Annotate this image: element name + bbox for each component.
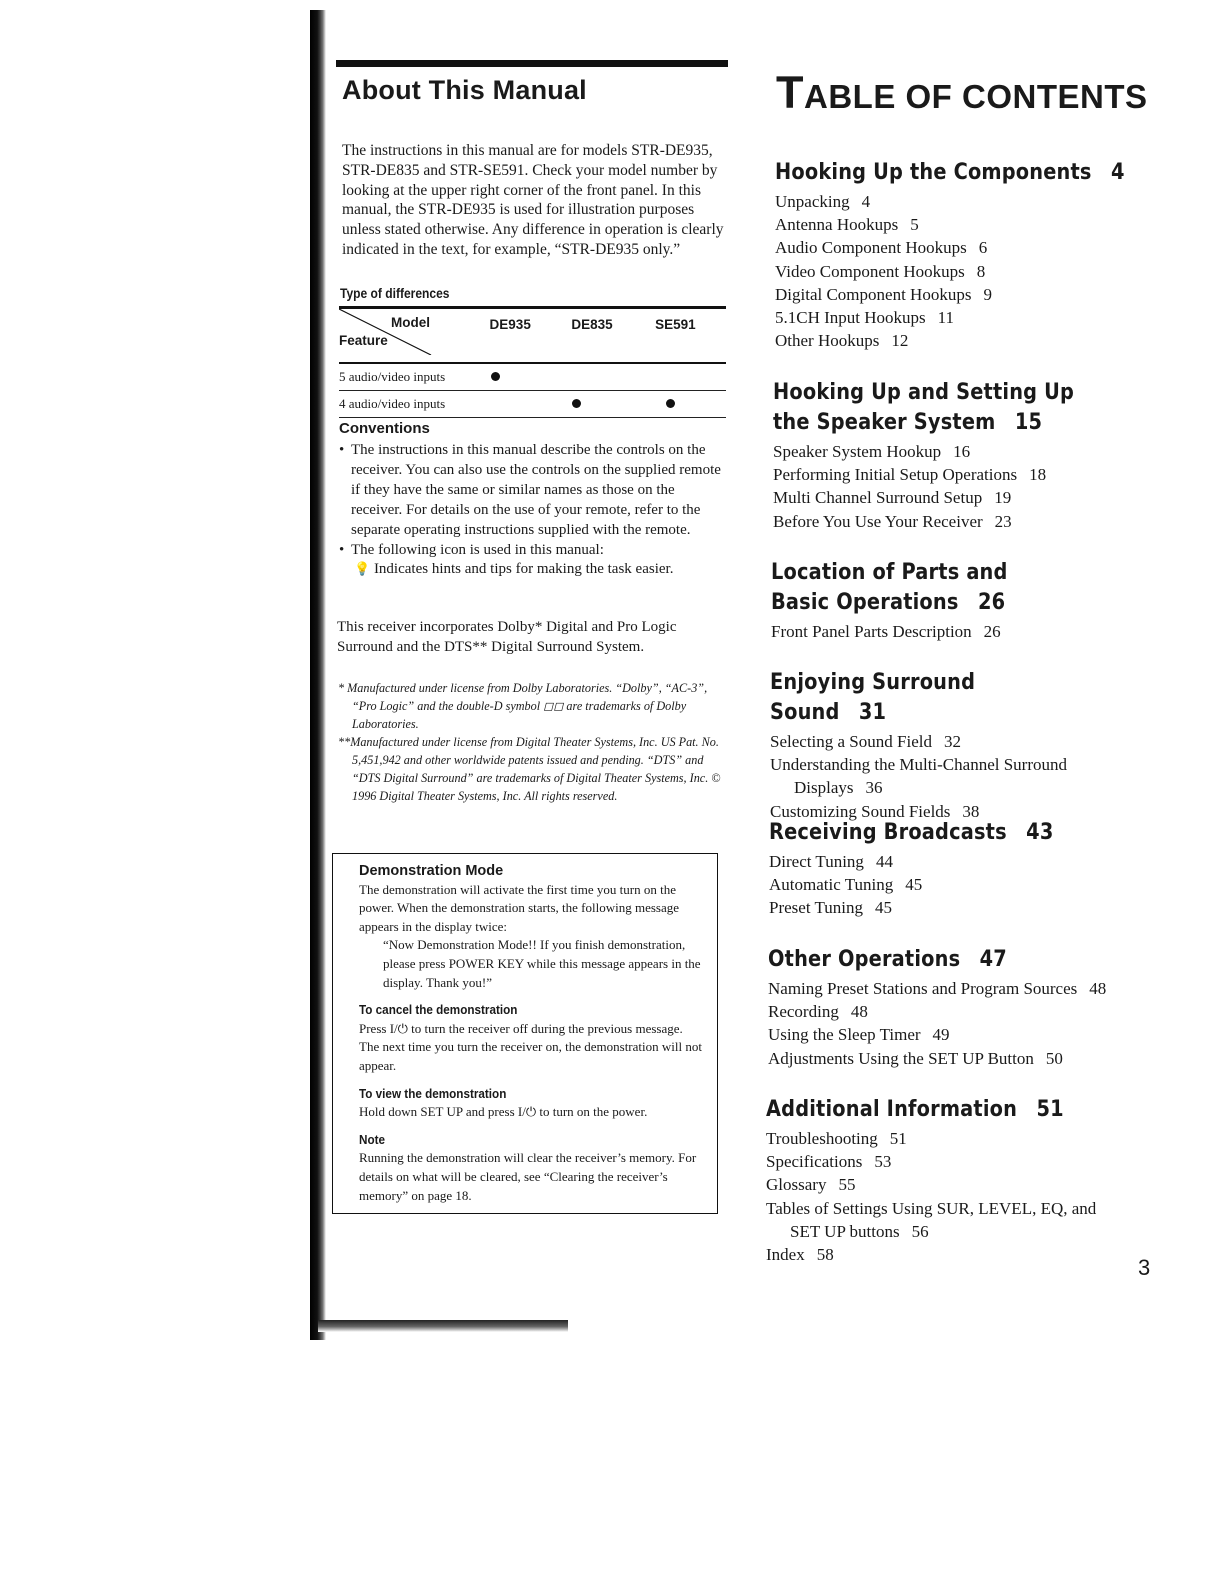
demo-view-title: To view the demonstration <box>359 1085 507 1101</box>
corner-model-label: Model <box>391 315 430 330</box>
demo-title: Demonstration Mode <box>359 863 504 879</box>
toc-entry[interactable]: Troubleshooting 51 <box>766 1129 907 1148</box>
toc-entry[interactable]: Index 58 <box>766 1245 834 1265</box>
toc-entry[interactable]: Video Component Hookups 8 <box>775 261 986 281</box>
toc-entry[interactable]: Front Panel Parts Description 26 <box>771 622 1001 641</box>
mark-cell <box>570 390 654 417</box>
toc-entry[interactable]: Recording 48 <box>768 1002 868 1022</box>
toc-entry[interactable]: Direct Tuning 44 <box>769 852 893 871</box>
mark-cell <box>489 363 571 390</box>
toc-entry[interactable]: Speaker System Hookup 16 <box>773 442 971 461</box>
about-header <box>336 60 728 106</box>
differences-table <box>339 306 726 418</box>
bullet-dot-icon <box>666 399 675 408</box>
toc-section <box>770 668 1120 823</box>
lightbulb-hint-icon: 💡 <box>354 562 371 578</box>
toc-section-title[interactable]: Additional Information 51 <box>766 1097 1064 1122</box>
toc-entry[interactable]: Before You Use Your Receiver 23 <box>773 511 1012 531</box>
toc-entry[interactable]: Adjustments Using the SET UP Button 50 <box>768 1048 1063 1068</box>
trademark-notes <box>338 679 726 805</box>
demo-note-title: Note <box>359 1131 386 1147</box>
toc-entry[interactable]: Preset Tuning 45 <box>769 898 892 918</box>
feature-cell: 4 audio/video inputs <box>339 395 446 411</box>
toc-section <box>771 558 1091 643</box>
column-header: DE935 <box>489 317 531 332</box>
toc-entry[interactable]: Selecting a Sound Field 32 <box>770 732 961 751</box>
toc-section-title[interactable]: Enjoying Surround Sound 31 <box>770 670 976 725</box>
footnote: * Manufactured under license from Dolby Laboratories. “Dolby”, “AC-3”, “Pro Logic” and the double-D symbol ◻◻ are trademarks of Dolby Laboratories. <box>338 681 708 731</box>
toc-entry[interactable]: Customizing Sound Fields 38 <box>770 801 980 821</box>
conventions-list <box>339 441 727 580</box>
demo-cancel-title: To cancel the demonstration <box>359 1002 518 1018</box>
toc-entry[interactable]: Audio Component Hookups 6 <box>775 238 988 258</box>
toc-entry[interactable]: Using the Sleep Timer 49 <box>768 1025 950 1045</box>
toc-entry[interactable]: Digital Component Hookups 9 <box>775 284 992 304</box>
table-corner-header <box>339 308 489 364</box>
column-header: DE835 <box>571 317 613 332</box>
toc-entry[interactable]: Naming Preset Stations and Program Sources 48 <box>768 979 1107 998</box>
dolby-statement: This receiver incorporates Dolby* Digital and Pro Logic Surround and the DTS** Digital Surround System. <box>337 619 677 655</box>
toc-section <box>775 158 1175 352</box>
list-item-text: The following icon is used in this manual: <box>351 541 604 558</box>
toc-section-title[interactable]: Other Operations 47 <box>768 947 1007 972</box>
toc-section-title[interactable]: Hooking Up and Setting Up the Speaker System 15 <box>773 380 1075 435</box>
toc-entry[interactable]: 5.1CH Input Hookups 11 <box>775 308 955 328</box>
demo-quote: “Now Demonstration Mode!! If you finish demonstration, please press POWER KEY while this message appears in the display. Thank you!” <box>383 937 701 990</box>
hint-text: Indicates hints and tips for making the task easier. <box>373 561 674 578</box>
toc-section <box>768 945 1178 1070</box>
toc-section-title[interactable]: Receiving Broadcasts 43 <box>769 820 1054 845</box>
toc-entry[interactable]: Unpacking 4 <box>775 192 871 211</box>
column-header: SE591 <box>655 317 696 332</box>
about-title: About This Manual <box>342 75 587 105</box>
footnote: **Manufactured under license from Digital Theater Systems, Inc. US Pat. No. 5,451,942 and other worldwide patents issued and pending. “DTS” and “DTS Digital Surround” are trademarks of Digital Theater Systems, Inc. © 1996 Digital Theater Systems, Inc. All rights reserved. <box>338 735 721 803</box>
mark-cell <box>654 390 726 417</box>
corner-feature-label: Feature <box>339 333 388 348</box>
mark-cell <box>489 390 571 417</box>
demo-note-text: Running the demonstration will clear the receiver’s memory. For details on what will be cleared, see “Clearing the receiver’s memory” on page 18. <box>359 1150 697 1203</box>
page-number: 3 <box>1138 1255 1151 1280</box>
toc-entry[interactable]: Performing Initial Setup Operations 18 <box>773 465 1047 485</box>
demo-view-text: Hold down SET UP and press I/⏻ to turn on the power. <box>359 1104 648 1120</box>
demo-intro: The demonstration will activate the first time you turn on the power. When the demonstration starts, the following message appears in the display twice: <box>359 881 679 934</box>
toc-entry[interactable]: Multi Channel Surround Setup 19 <box>773 488 1012 508</box>
conventions-title: Conventions <box>339 420 430 437</box>
toc-section-title[interactable]: Hooking Up the Components 4 <box>775 160 1125 185</box>
binding-shadow-bottom <box>318 1320 568 1332</box>
list-item <box>339 541 727 581</box>
mark-cell <box>570 363 654 390</box>
toc-entry[interactable]: Specifications 53 <box>766 1152 892 1172</box>
table-row <box>339 363 726 390</box>
toc-entry[interactable]: Glossary 55 <box>766 1175 856 1195</box>
toc-section <box>769 818 1169 920</box>
binding-shadow <box>310 10 326 1340</box>
bullet-dot-icon <box>572 399 581 408</box>
toc-entry[interactable]: Automatic Tuning 45 <box>769 875 923 895</box>
bullet-dot-icon <box>491 372 500 381</box>
toc-section <box>766 1095 1121 1266</box>
heading-rule <box>336 60 728 67</box>
toc-entry[interactable]: Antenna Hookups 5 <box>775 215 919 235</box>
toc-entry[interactable]: Tables of Settings Using SUR, LEVEL, EQ, and SET UP buttons 56 <box>766 1198 1097 1241</box>
demo-cancel-text: Press I/⏻ to turn the receiver off during the previous message. The next time you turn the receiver on, the demonstration will not appear. <box>359 1020 702 1073</box>
toc-title: TABLE OF CONTENTS <box>776 67 1148 118</box>
toc-section <box>773 378 1133 533</box>
list-item: • The instructions in this manual describe the controls on the receiver. You can also use the controls on the supplied remote if they have the same or similar names as those on the receiver. For details on the use of your remote, refer to the separate operating instructions supplied with the remote. <box>339 441 727 541</box>
demonstration-mode-box <box>332 853 718 1214</box>
toc-entry[interactable]: Other Hookups 12 <box>775 331 909 351</box>
differences-title: Type of differences <box>340 285 450 301</box>
about-intro: The instructions in this manual are for models STR-DE935, STR-DE835 and STR-SE591. Check your model number by looking at the upper right corner of the front panel. In this manual, the STR-DE935 is used for illustration purposes unless stated otherwise. Any difference in operation is clearly indicated in the text, for example, “STR-DE935 only.” <box>342 142 724 258</box>
toc-section-title[interactable]: Location of Parts and Basic Operations 26 <box>771 560 1008 615</box>
table-row <box>339 390 726 417</box>
mark-cell <box>654 363 726 390</box>
toc-entry[interactable]: Understanding the Multi-Channel Surround Displays 36 <box>770 755 1067 798</box>
feature-cell: 5 audio/video inputs <box>339 368 446 384</box>
hint-line <box>351 560 727 580</box>
